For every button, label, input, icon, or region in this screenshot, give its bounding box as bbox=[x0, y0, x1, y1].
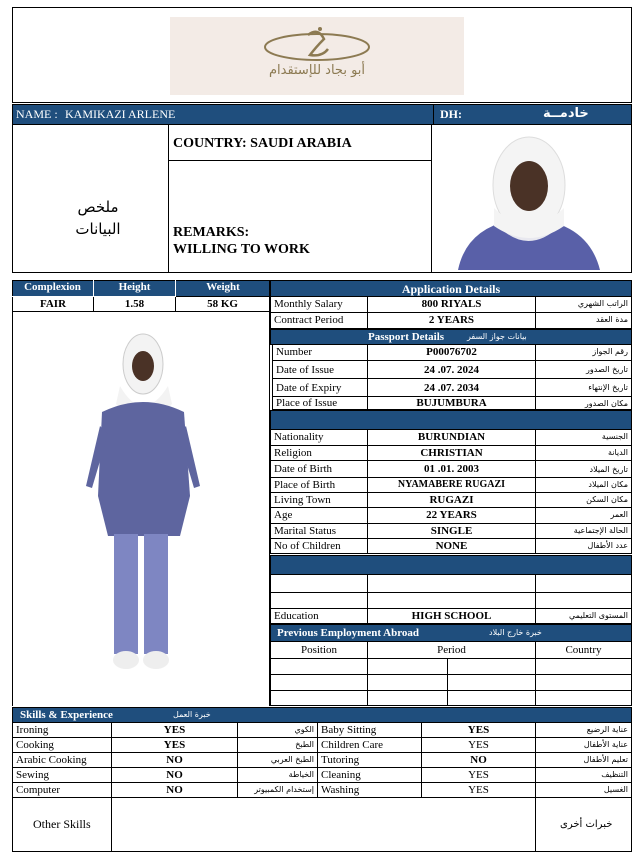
passport-header bbox=[270, 329, 632, 345]
passport-title: Passport Details bbox=[368, 331, 445, 343]
blank-row-2-b bbox=[368, 593, 536, 609]
employment-row-1-a bbox=[270, 659, 368, 675]
skill-arabic-cooking-ar: الطبخ العربي bbox=[238, 753, 318, 768]
nationality-ar: الجنسية bbox=[536, 430, 632, 446]
skill-babysitting-ar: عناية الرضيع bbox=[536, 723, 632, 738]
blank-row-2-a bbox=[270, 593, 368, 609]
children-value: NONE bbox=[368, 539, 536, 554]
employment-row-2-b bbox=[368, 675, 448, 691]
living-town-ar: مكان السكن bbox=[536, 493, 632, 508]
complexion-value: FAIR bbox=[12, 297, 94, 312]
skill-washing-label: Washing bbox=[318, 783, 422, 798]
skill-babysitting-label: Baby Sitting bbox=[318, 723, 422, 738]
living-town-label: Living Town bbox=[270, 493, 368, 508]
education-ar: المستوى التعليمي bbox=[536, 609, 632, 624]
name-label: NAME : bbox=[16, 107, 58, 121]
passport-number-ar: رقم الجواز bbox=[536, 345, 632, 361]
marital-status-ar: الحالة الإجتماعية bbox=[536, 524, 632, 539]
other-skills-label: Other Skills bbox=[33, 817, 91, 831]
employment-col-position: Position bbox=[270, 642, 368, 659]
employment-col-period: Period bbox=[368, 642, 536, 659]
weight-header: Weight bbox=[176, 280, 270, 297]
skill-ironing-value: YES bbox=[112, 723, 238, 738]
expiry-date-label: Date of Expiry bbox=[272, 379, 368, 397]
skill-childcare-label: Children Care bbox=[318, 738, 422, 753]
contract-label: Contract Period bbox=[270, 313, 368, 329]
employment-title: Previous Employment Abroad bbox=[277, 627, 419, 639]
skill-cleaning-ar: التنظيف bbox=[536, 768, 632, 783]
expiry-date-value: 24 .07. 2034 bbox=[368, 379, 536, 397]
skill-babysitting-value: YES bbox=[422, 723, 536, 738]
section-spacer-1 bbox=[270, 410, 632, 430]
other-skills-ar: خبرات أخرى bbox=[560, 819, 613, 830]
education-label: Education bbox=[270, 609, 368, 624]
employment-row-1-b bbox=[368, 659, 448, 675]
marital-status-label: Marital Status bbox=[270, 524, 368, 539]
blank-row-2-c bbox=[536, 593, 632, 609]
summary-label-line2: البيانات bbox=[75, 220, 121, 238]
skill-computer-ar: إستخدام الكمبيوتر bbox=[238, 783, 318, 798]
employment-row-3-c bbox=[448, 691, 536, 706]
employment-row-3-a bbox=[270, 691, 368, 706]
age-value: 22 YEARS bbox=[368, 508, 536, 524]
name-value: KAMIKAZI ARLENE bbox=[65, 107, 176, 121]
skill-cleaning-label: Cleaning bbox=[318, 768, 422, 783]
skill-washing-ar: الغسيل bbox=[536, 783, 632, 798]
birth-place-value: NYAMABERE RUGAZI bbox=[368, 478, 536, 493]
skill-tutoring-value: NO bbox=[422, 753, 536, 768]
skills-title-ar: خبرة العمل bbox=[173, 710, 211, 719]
blank-row-1-c bbox=[536, 575, 632, 593]
place-issue-ar: مكان الصدور bbox=[536, 397, 632, 410]
birth-place-label: Place of Birth bbox=[270, 478, 368, 493]
skill-cooking-value: YES bbox=[112, 738, 238, 753]
skill-tutoring-ar: تعليم الأطفال bbox=[536, 753, 632, 768]
skill-childcare-ar: عناية الأطفال bbox=[536, 738, 632, 753]
skill-computer-label: Computer bbox=[12, 783, 112, 798]
skill-arabic-cooking-value: NO bbox=[112, 753, 238, 768]
skill-childcare-value: YES bbox=[422, 738, 536, 753]
company-logo bbox=[170, 17, 464, 95]
employment-title-ar: خبرة خارج البلاد bbox=[489, 628, 542, 637]
skill-arabic-cooking-label: Arabic Cooking bbox=[12, 753, 112, 768]
skill-tutoring-label: Tutoring bbox=[318, 753, 422, 768]
issue-date-value: 24 .07. 2024 bbox=[368, 361, 536, 379]
other-skills-label-cell bbox=[12, 798, 112, 852]
employment-row-3-d bbox=[536, 691, 632, 706]
other-skills-value bbox=[112, 798, 536, 852]
employment-row-2-a bbox=[270, 675, 368, 691]
skill-sewing-ar: الخياطة bbox=[238, 768, 318, 783]
job-title-ar: خادمــة bbox=[543, 106, 589, 121]
salary-label: Monthly Salary bbox=[270, 297, 368, 313]
children-ar: عدد الأطفال bbox=[536, 539, 632, 554]
weight-value: 58 KG bbox=[176, 297, 270, 312]
employment-row-2-d bbox=[536, 675, 632, 691]
complexion-header: Complexion bbox=[12, 280, 94, 297]
birth-place-ar: مكان الميلاد bbox=[536, 478, 632, 493]
living-town-value: RUGAZI bbox=[368, 493, 536, 508]
name-divider bbox=[433, 105, 434, 124]
place-issue-label: Place of Issue bbox=[272, 397, 368, 410]
nationality-value: BURUNDIAN bbox=[368, 430, 536, 446]
skill-sewing-value: NO bbox=[112, 768, 238, 783]
education-value: HIGH SCHOOL bbox=[368, 609, 536, 624]
skill-cleaning-value: YES bbox=[422, 768, 536, 783]
skill-computer-value: NO bbox=[112, 783, 238, 798]
blank-row-1-b bbox=[368, 575, 536, 593]
logo-emblem-icon bbox=[170, 17, 464, 95]
marital-status-value: SINGLE bbox=[368, 524, 536, 539]
summary-label-line1: ملخص bbox=[77, 198, 119, 216]
summary-divider-left bbox=[168, 125, 169, 273]
blank-row-1-a bbox=[270, 575, 368, 593]
employment-row-3-b bbox=[368, 691, 448, 706]
summary-label-ar bbox=[50, 196, 146, 240]
children-label: No of Children bbox=[270, 539, 368, 554]
country-text: COUNTRY: SAUDI ARABIA bbox=[173, 136, 352, 151]
employment-col-country: Country bbox=[536, 642, 632, 659]
skill-cooking-label: Cooking bbox=[12, 738, 112, 753]
contract-value: 2 YEARS bbox=[368, 313, 536, 329]
portrait-photo bbox=[448, 130, 610, 270]
birth-date-ar: تاريخ الميلاد bbox=[536, 461, 632, 478]
religion-value: CHRISTIAN bbox=[368, 446, 536, 461]
skill-ironing-ar: الكوي bbox=[238, 723, 318, 738]
birth-date-value: 01 .01. 2003 bbox=[368, 461, 536, 478]
employment-row-1-c bbox=[448, 659, 536, 675]
salary-value: 800 RIYALS bbox=[368, 297, 536, 313]
skill-cooking-ar: الطبخ bbox=[238, 738, 318, 753]
full-body-photo bbox=[80, 326, 200, 682]
application-header: Application Details bbox=[270, 280, 632, 297]
skill-washing-value: YES bbox=[422, 783, 536, 798]
employment-row-2-c bbox=[448, 675, 536, 691]
other-skills-ar-cell bbox=[536, 798, 632, 852]
remarks-value: WILLING TO WORK bbox=[173, 242, 310, 257]
skills-header bbox=[12, 707, 632, 723]
country-divider bbox=[168, 160, 432, 161]
skill-sewing-label: Sewing bbox=[12, 768, 112, 783]
place-issue-value: BUJUMBURA bbox=[368, 397, 536, 410]
religion-label: Religion bbox=[270, 446, 368, 461]
skills-title: Skills & Experience bbox=[20, 709, 113, 721]
section-spacer-2 bbox=[270, 555, 632, 575]
skill-ironing-label: Ironing bbox=[12, 723, 112, 738]
summary-divider-right bbox=[431, 125, 432, 273]
birth-date-label: Date of Birth bbox=[270, 461, 368, 478]
remarks-label: REMARKS: bbox=[173, 225, 250, 240]
employment-row-1-d bbox=[536, 659, 632, 675]
logo-text: أبو بجاد للإستقدام bbox=[268, 63, 366, 78]
name-bar bbox=[12, 104, 632, 125]
height-header: Height bbox=[94, 280, 176, 297]
salary-ar: الراتب الشهري bbox=[536, 297, 632, 313]
expiry-date-ar: تاريخ الإنتهاء bbox=[536, 379, 632, 397]
dh-label: DH: bbox=[440, 107, 462, 121]
height-value: 1.58 bbox=[94, 297, 176, 312]
passport-number-value: P00076702 bbox=[368, 345, 536, 361]
contract-ar: مدة العقد bbox=[536, 313, 632, 329]
passport-title-ar: بيانات جواز السفر bbox=[467, 332, 527, 341]
passport-number-label: Number bbox=[272, 345, 368, 361]
issue-date-ar: تاريخ الصدور bbox=[536, 361, 632, 379]
age-ar: العمر bbox=[536, 508, 632, 524]
religion-ar: الديانة bbox=[536, 446, 632, 461]
issue-date-label: Date of Issue bbox=[272, 361, 368, 379]
nationality-label: Nationality bbox=[270, 430, 368, 446]
employment-header bbox=[270, 624, 632, 642]
age-label: Age bbox=[270, 508, 368, 524]
